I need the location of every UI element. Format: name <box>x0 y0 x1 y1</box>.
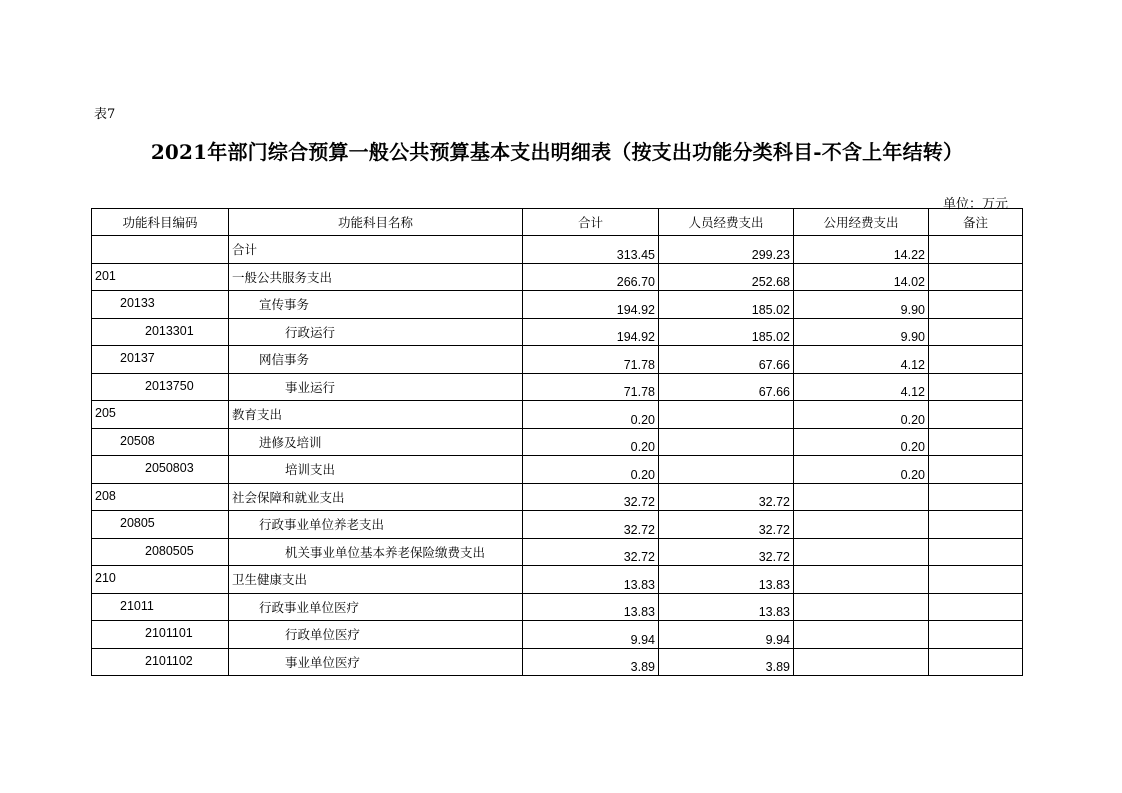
row-personnel: 3.89 <box>659 648 794 676</box>
table-row <box>92 621 1023 649</box>
row-note <box>929 318 1023 346</box>
row-total: 194.92 <box>523 291 659 319</box>
table-row <box>92 511 1023 539</box>
row-total: 32.72 <box>523 483 659 511</box>
row-public <box>794 538 929 566</box>
table-row <box>92 483 1023 511</box>
row-name: 社会保障和就业支出 <box>229 483 523 511</box>
row-note <box>929 291 1023 319</box>
table-row <box>92 428 1023 456</box>
row-total: 0.20 <box>523 401 659 429</box>
row-public <box>794 511 929 539</box>
row-code: 20508 <box>92 428 229 456</box>
row-personnel: 13.83 <box>659 566 794 594</box>
row-code <box>92 236 229 264</box>
row-note <box>929 483 1023 511</box>
row-note <box>929 346 1023 374</box>
row-note <box>929 538 1023 566</box>
table-body <box>92 236 1023 676</box>
row-total: 71.78 <box>523 373 659 401</box>
header-code: 功能科目编码 <box>92 209 229 236</box>
row-code: 201 <box>92 263 229 291</box>
table-row <box>92 456 1023 484</box>
row-total: 266.70 <box>523 263 659 291</box>
header-personnel: 人员经费支出 <box>659 209 794 236</box>
row-name: 培训支出 <box>229 456 523 484</box>
row-note <box>929 648 1023 676</box>
row-total: 0.20 <box>523 428 659 456</box>
row-public <box>794 483 929 511</box>
row-public <box>794 621 929 649</box>
row-code: 2080505 <box>92 538 229 566</box>
row-total: 313.45 <box>523 236 659 264</box>
row-note <box>929 428 1023 456</box>
unit-label: 单位：万元 <box>942 197 1008 212</box>
row-personnel: 299.23 <box>659 236 794 264</box>
row-total: 9.94 <box>523 621 659 649</box>
row-code: 20133 <box>92 291 229 319</box>
row-personnel: 13.83 <box>659 593 794 621</box>
row-personnel: 67.66 <box>659 373 794 401</box>
row-note <box>929 566 1023 594</box>
row-code: 21011 <box>92 593 229 621</box>
table-row <box>92 263 1023 291</box>
row-personnel: 252.68 <box>659 263 794 291</box>
row-name: 机关事业单位基本养老保险缴费支出 <box>229 538 523 566</box>
table-header-row <box>92 209 1023 236</box>
row-code: 20137 <box>92 346 229 374</box>
row-note <box>929 263 1023 291</box>
row-code: 2050803 <box>92 456 229 484</box>
row-name: 行政单位医疗 <box>229 621 523 649</box>
row-name: 行政事业单位养老支出 <box>229 511 523 539</box>
table-row <box>92 236 1023 264</box>
row-note <box>929 456 1023 484</box>
row-note <box>929 621 1023 649</box>
header-public: 公用经费支出 <box>794 209 929 236</box>
row-personnel <box>659 456 794 484</box>
row-personnel: 185.02 <box>659 291 794 319</box>
header-note: 备注 <box>929 209 1023 236</box>
row-name: 行政运行 <box>229 318 523 346</box>
page-title: 2021年部门综合预算一般公共预算基本支出明细表（按支出功能分类科目-不含上年结转） <box>150 140 964 164</box>
row-personnel: 32.72 <box>659 511 794 539</box>
row-total: 3.89 <box>523 648 659 676</box>
table-row <box>92 291 1023 319</box>
row-total: 13.83 <box>523 566 659 594</box>
row-personnel: 9.94 <box>659 621 794 649</box>
row-name: 合计 <box>229 236 523 264</box>
row-public: 14.22 <box>794 236 929 264</box>
row-name: 进修及培训 <box>229 428 523 456</box>
row-code: 2013750 <box>92 373 229 401</box>
table-row <box>92 318 1023 346</box>
table-row <box>92 538 1023 566</box>
row-personnel: 67.66 <box>659 346 794 374</box>
row-code: 2101102 <box>92 648 229 676</box>
row-note <box>929 401 1023 429</box>
row-public: 14.02 <box>794 263 929 291</box>
row-public: 4.12 <box>794 346 929 374</box>
header-name: 功能科目名称 <box>229 209 523 236</box>
row-name: 事业单位医疗 <box>229 648 523 676</box>
row-name: 一般公共服务支出 <box>229 263 523 291</box>
row-total: 194.92 <box>523 318 659 346</box>
row-total: 32.72 <box>523 511 659 539</box>
row-public: 0.20 <box>794 401 929 429</box>
row-public: 0.20 <box>794 428 929 456</box>
row-name: 宣传事务 <box>229 291 523 319</box>
row-code: 20805 <box>92 511 229 539</box>
row-code: 210 <box>92 566 229 594</box>
table-row <box>92 401 1023 429</box>
table-label: 表7 <box>94 107 116 122</box>
row-personnel <box>659 428 794 456</box>
row-public: 9.90 <box>794 291 929 319</box>
row-public: 0.20 <box>794 456 929 484</box>
row-personnel: 32.72 <box>659 483 794 511</box>
row-name: 行政事业单位医疗 <box>229 593 523 621</box>
row-code: 2101101 <box>92 621 229 649</box>
row-note <box>929 511 1023 539</box>
row-total: 32.72 <box>523 538 659 566</box>
row-name: 网信事务 <box>229 346 523 374</box>
budget-table <box>91 208 1023 676</box>
row-public <box>794 593 929 621</box>
row-note <box>929 236 1023 264</box>
row-public <box>794 566 929 594</box>
row-name: 事业运行 <box>229 373 523 401</box>
row-total: 0.20 <box>523 456 659 484</box>
table-row <box>92 346 1023 374</box>
row-public: 4.12 <box>794 373 929 401</box>
row-code: 2013301 <box>92 318 229 346</box>
row-personnel: 185.02 <box>659 318 794 346</box>
table-row <box>92 593 1023 621</box>
row-personnel <box>659 401 794 429</box>
row-total: 71.78 <box>523 346 659 374</box>
row-note <box>929 593 1023 621</box>
header-total: 合计 <box>523 209 659 236</box>
row-code: 205 <box>92 401 229 429</box>
table-row <box>92 566 1023 594</box>
row-name: 卫生健康支出 <box>229 566 523 594</box>
row-name: 教育支出 <box>229 401 523 429</box>
table-row <box>92 373 1023 401</box>
row-note <box>929 373 1023 401</box>
row-code: 208 <box>92 483 229 511</box>
row-total: 13.83 <box>523 593 659 621</box>
row-personnel: 32.72 <box>659 538 794 566</box>
table-row <box>92 648 1023 676</box>
row-public: 9.90 <box>794 318 929 346</box>
row-public <box>794 648 929 676</box>
